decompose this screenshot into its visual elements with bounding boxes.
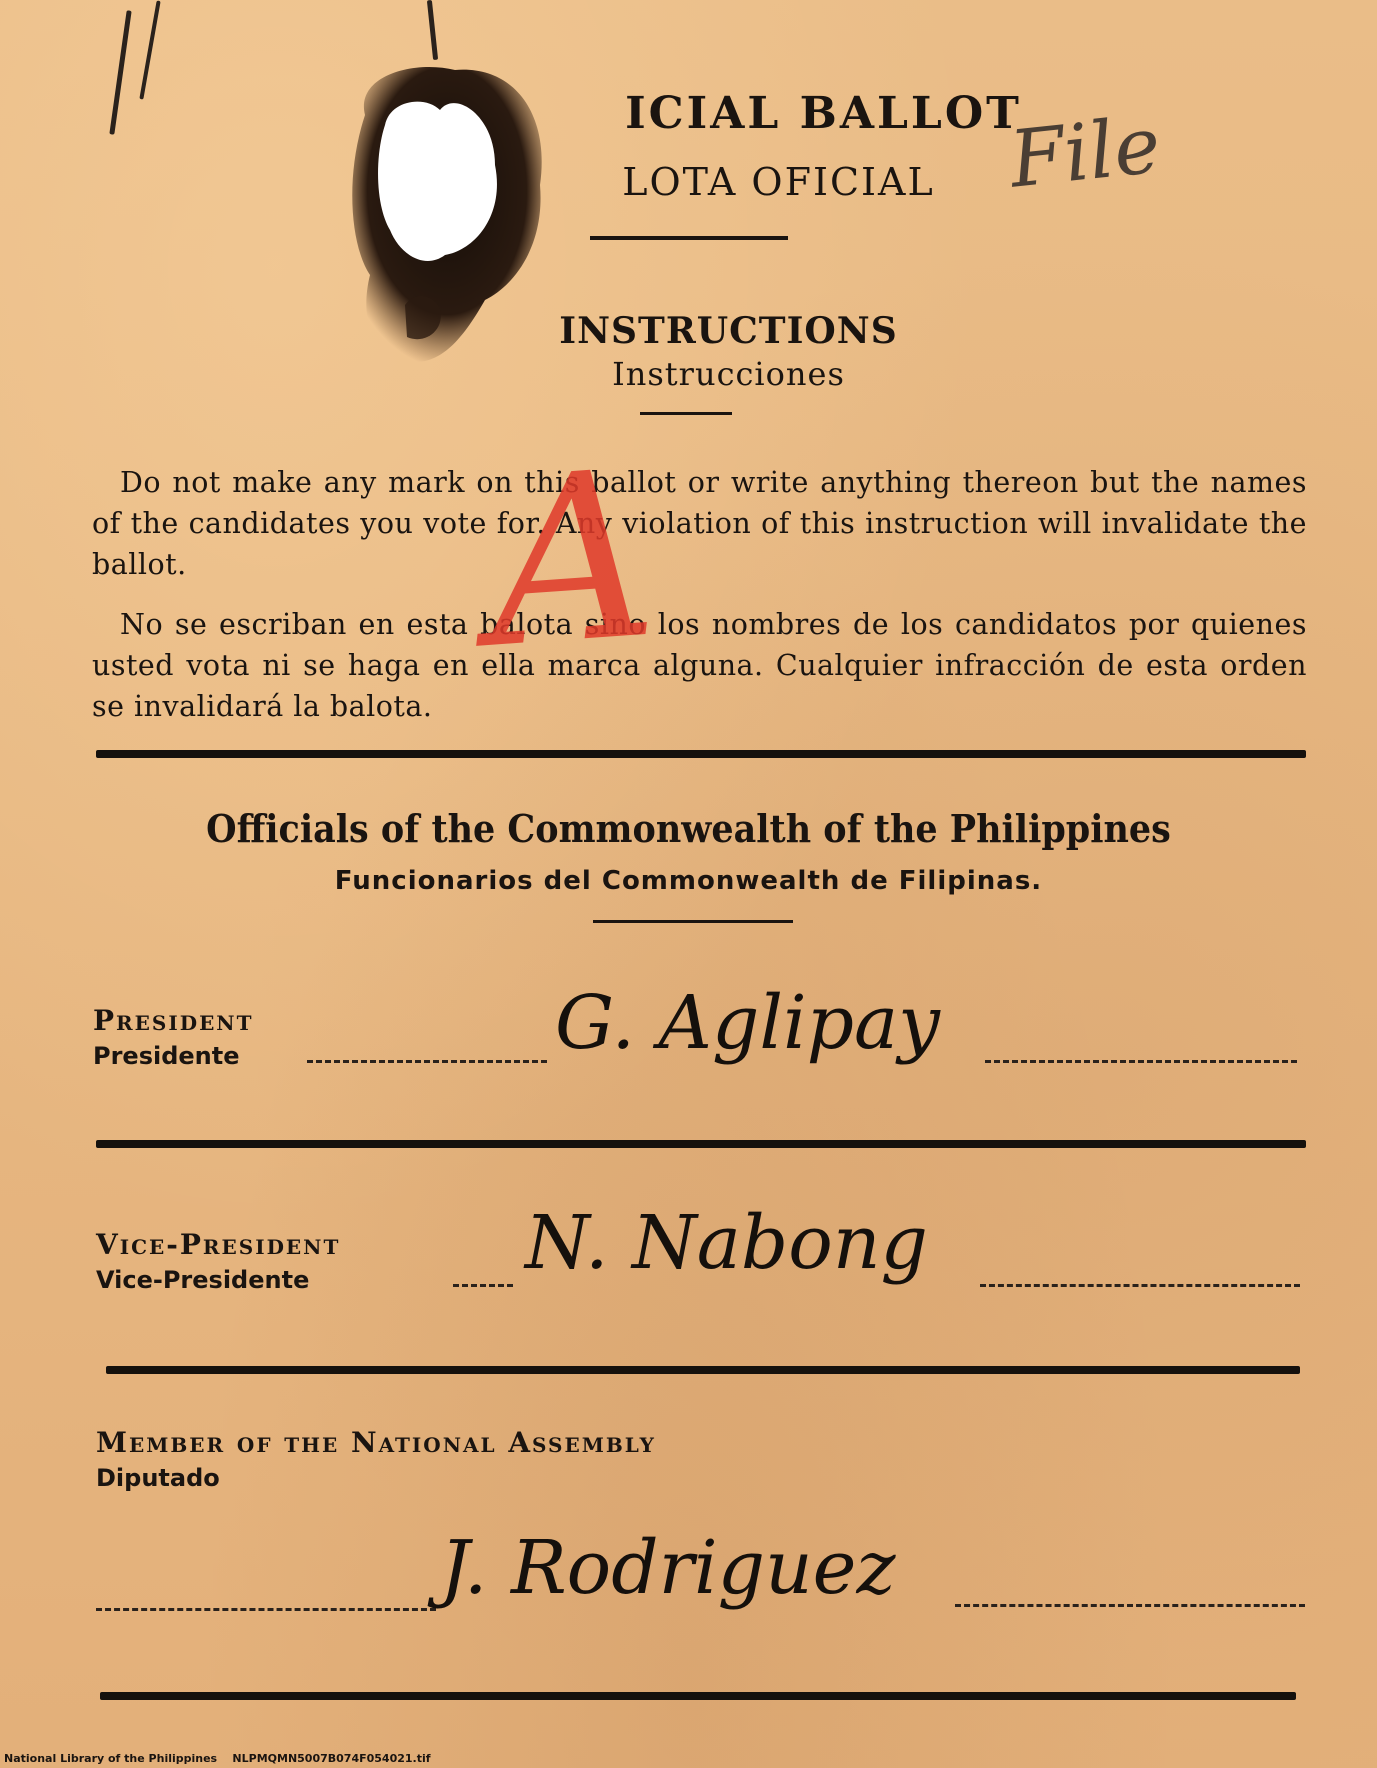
office-rule <box>100 1692 1296 1700</box>
office-rule <box>96 1140 1306 1148</box>
write-line <box>96 1608 436 1611</box>
office-label-vice-president: Vice-President <box>96 1228 341 1261</box>
vote-assembly: J. Rodriguez <box>440 1525 896 1611</box>
office-label-president: President <box>93 1004 254 1037</box>
office-label-assembly-spanish: Diputado <box>96 1464 220 1492</box>
instructions-heading: INSTRUCTIONS <box>559 310 898 352</box>
red-mark: A <box>478 421 664 700</box>
instructions-spanish: No se escriban en esta balota sino los nombres de los candidatos por quienes usted vota ni se haga en ella marca alguna. Cualquier infracción de esta orden se invalidará la balota. <box>92 608 1307 723</box>
office-label-vice-president-spanish: Vice-Presidente <box>96 1266 310 1294</box>
vote-president: G. Aglipay <box>555 980 940 1066</box>
section-heading-spanish: Funcionarios del Commonwealth de Filipinas. <box>334 866 1043 896</box>
office-label-president-spanish: Presidente <box>93 1042 240 1070</box>
office-rule <box>106 1366 1300 1374</box>
ballot-title-spanish: LOTA OFICIAL <box>622 160 935 204</box>
archive-caption: National Library of the Philippines NLPMQMN5007B074F054021.tif <box>4 1752 431 1765</box>
title-divider <box>590 236 788 240</box>
section-heading: Officials of the Commonwealth of the Philippines <box>206 806 1171 851</box>
write-line <box>453 1284 513 1287</box>
vote-vice-president: N. Nabong <box>525 1200 928 1286</box>
section-rule <box>96 750 1306 758</box>
write-line <box>980 1284 1300 1287</box>
office-label-assembly: Member of the National Assembly <box>96 1426 656 1459</box>
instructions-divider <box>640 412 732 415</box>
ballot-title: ICIAL BALLOT <box>625 88 1022 139</box>
write-line <box>985 1060 1297 1063</box>
instructions-heading-spanish: Instrucciones <box>612 355 845 393</box>
write-line <box>955 1604 1305 1607</box>
instructions-english: Do not make any mark on this ballot or write anything thereon but the names of the candidates you vote for. Any violation of this instruction will invalidate the ballot. <box>92 466 1307 581</box>
handwritten-file-note: File <box>1005 100 1165 206</box>
write-line <box>307 1060 547 1063</box>
section-divider <box>593 920 793 923</box>
